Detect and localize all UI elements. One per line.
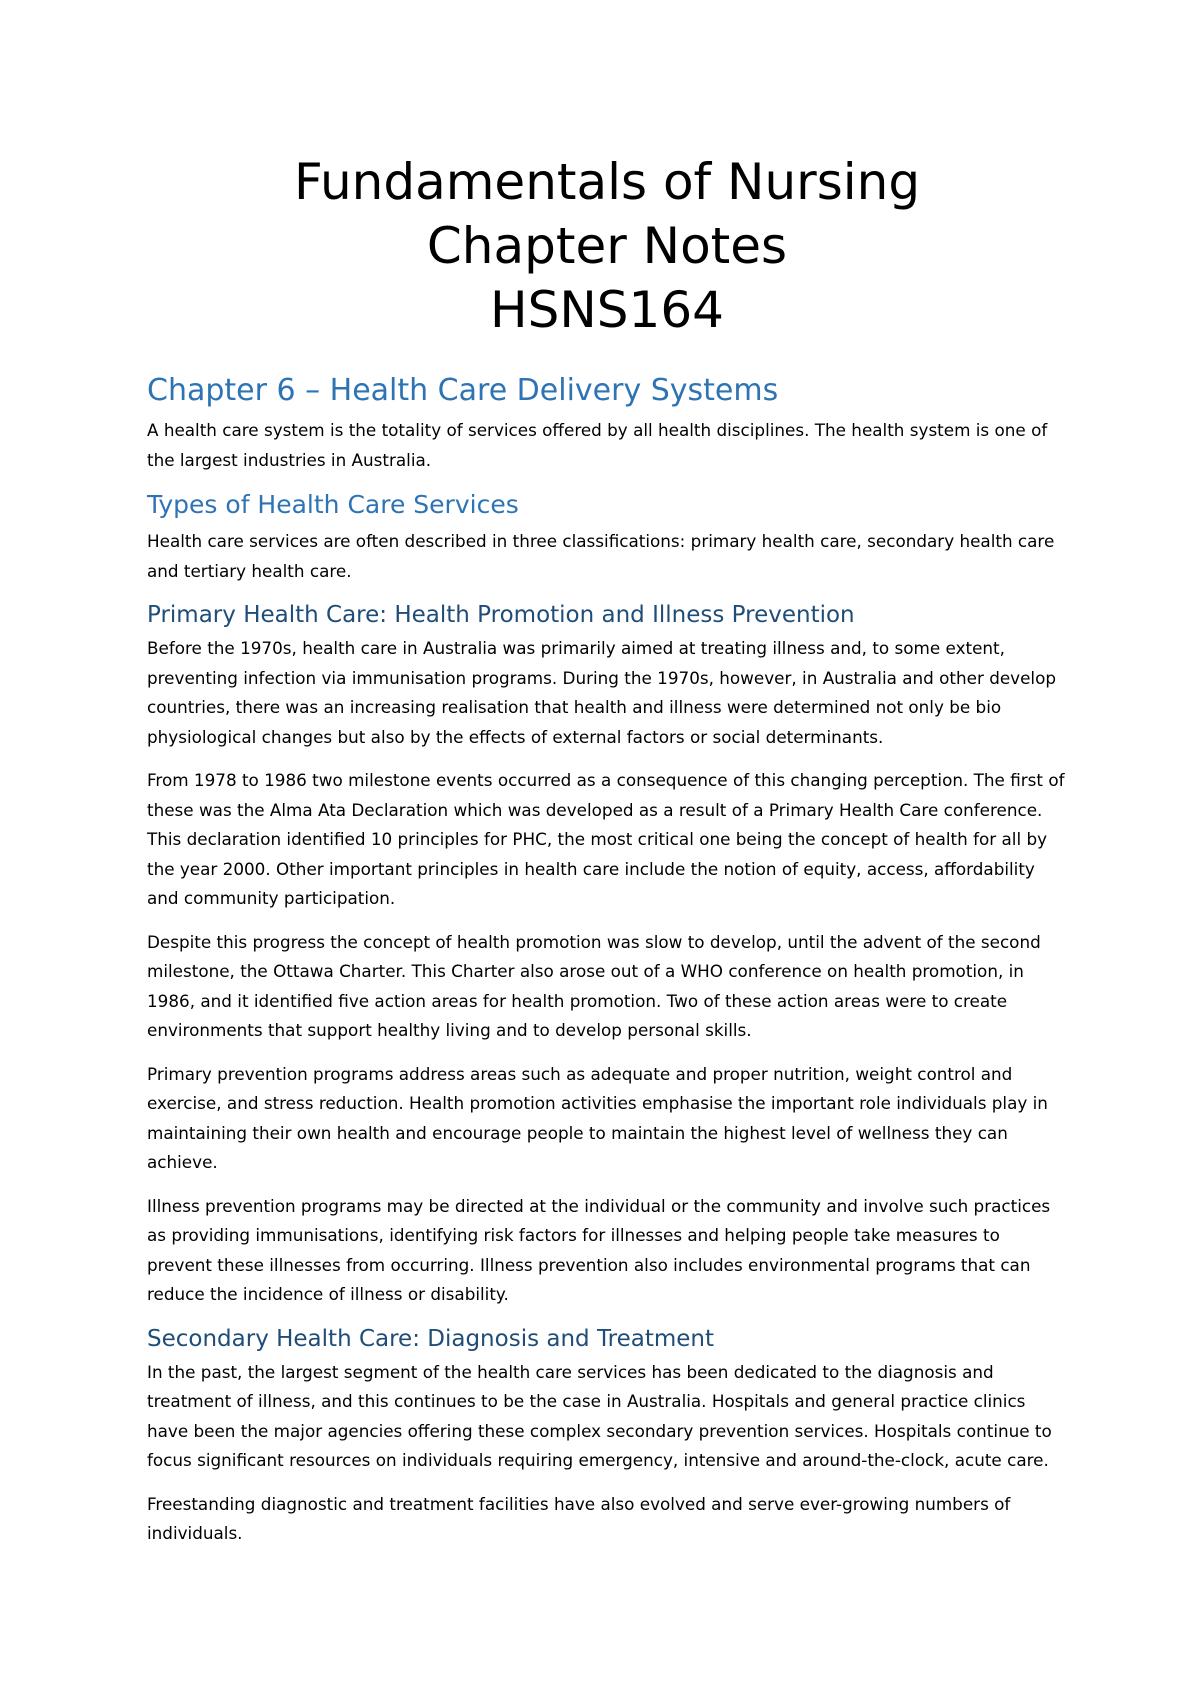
- primary-care-paragraph: Before the 1970s, health care in Australia was primarily aimed at treating illness and, to some extent, preventing infection via immunisation programs. During the 1970s, however, in Australia and other develop countries, there was an increasing realisation that health and illness were determined not only be bio physiological changes but also by the effects of external factors or social determinants.: [147, 638, 1057, 747]
- primary-care-heading: Primary Health Care: Health Promotion and Illness Prevention: [147, 602, 855, 628]
- chapter-heading: Chapter 6 – Health Care Delivery Systems: [147, 373, 779, 408]
- title-block: [147, 150, 1067, 342]
- secondary-care-paragraph: In the past, the largest segment of the health care services has been dedicated to the diagnosis and treatment of illness, and this continues to be the case in Australia. Hospitals and general practice clinics have been the major agencies offering these complex secondary prevention services. Hospitals continue to focus significant resources on individuals requiring emergency, intensive and around-the-clock, acute care.: [147, 1361, 1052, 1470]
- secondary-care-paragraph: Freestanding diagnostic and treatment facilities have also evolved and serve ever-growing numbers of individuals.: [147, 1493, 1011, 1543]
- chapter-intro-paragraph: A health care system is the totality of services offered by all health disciplines. The health system is one of the largest industries in Australia.: [147, 420, 1048, 470]
- primary-care-paragraph: Despite this progress the concept of health promotion was slow to develop, until the advent of the second milestone, the Ottawa Charter. This Charter also arose out of a WHO conference on health promotion, in 1986, and it identified five action areas for health promotion. Two of these action areas were to create environments that support healthy living and to develop personal skills.: [147, 931, 1041, 1040]
- secondary-care-heading: Secondary Health Care: Diagnosis and Treatment: [147, 1325, 714, 1352]
- title-line-course-code: HSNS164: [490, 281, 724, 339]
- document-content: [147, 150, 1067, 1563]
- primary-care-paragraph: Primary prevention programs address areas such as adequate and proper nutrition, weight control and exercise, and stress reduction. Health promotion activities emphasise the important role individuals play in maintaining their own health and encourage people to maintain the highest level of wellness they can achieve.: [147, 1063, 1048, 1172]
- title-line-course: Fundamentals of Nursing: [293, 153, 921, 211]
- primary-care-paragraph: Illness prevention programs may be directed at the individual or the community and involve such practices as providing immunisations, identifying risk factors for illnesses and helping people take measures to prevent these illnesses from occurring. Illness prevention also includes environmental programs that can reduce the incidence of illness or disability.: [147, 1195, 1051, 1304]
- primary-care-paragraph: From 1978 to 1986 two milestone events occurred as a consequence of this changing perception. The first of these was the Alma Ata Declaration which was developed as a result of a Primary Health Care conference. This declaration identified 10 principles for PHC, the most critical one being the concept of health for all by the year 2000. Other important principles in health care include the notion of equity, access, affordability and community participation.: [147, 770, 1065, 908]
- types-section-paragraph: Health care services are often described in three classifications: primary health care, secondary health care and tertiary health care.: [147, 531, 1055, 581]
- title-line-chapter-notes: Chapter Notes: [426, 217, 788, 275]
- types-section-heading: Types of Health Care Services: [147, 490, 519, 519]
